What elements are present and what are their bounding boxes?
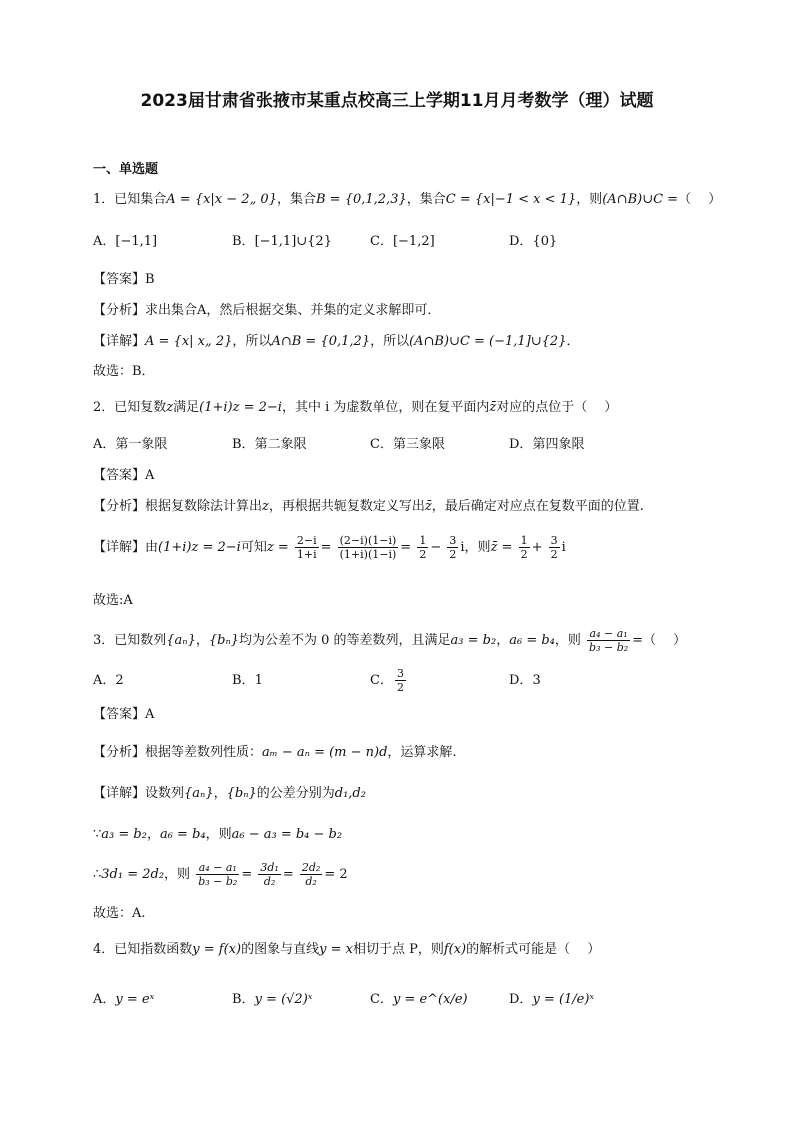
option-label: C． bbox=[370, 673, 393, 688]
q1-detail-a: A = {x| x„ 2} bbox=[145, 334, 233, 349]
option-label: D． bbox=[509, 437, 533, 452]
q1-detail-f: ． bbox=[566, 334, 580, 349]
option-text: {0} bbox=[532, 234, 558, 249]
q3-text-d: =（ ） bbox=[632, 633, 687, 648]
q3-detail-sep: ， bbox=[213, 786, 227, 801]
option-label: A． bbox=[93, 234, 116, 249]
imaginary-unit: i bbox=[561, 540, 566, 555]
q2-detail bbox=[93, 533, 566, 563]
q2-text-b: 满足 bbox=[173, 400, 200, 415]
fraction-numerator: 2−i bbox=[296, 534, 317, 547]
q4-text-d: 的解析式可能是（ ） bbox=[466, 942, 601, 957]
option-text: 第二象限 bbox=[254, 437, 307, 452]
q3-analysis-formula: aₘ − aₙ = (m − n)d bbox=[262, 745, 388, 760]
fraction-numerator: a₄ − a₁ bbox=[587, 627, 630, 641]
fraction-denominator: b₃ − b₂ bbox=[589, 641, 629, 654]
option-text: 1 bbox=[254, 673, 263, 688]
q2-zbar-eq: z̄ = bbox=[490, 540, 513, 555]
option-text: 3 bbox=[532, 673, 541, 688]
option-text: [−1,1]∪{2} bbox=[254, 234, 332, 249]
option-label: B． bbox=[232, 673, 255, 688]
q3-cond-1: a₃ = b₂ bbox=[450, 633, 497, 648]
q2-answer-value: A bbox=[145, 468, 155, 483]
q2-option-d bbox=[509, 435, 584, 455]
q2-text-a: 2．已知复数 bbox=[93, 400, 167, 415]
q1-option-c bbox=[370, 232, 435, 252]
q3-step-2-c1: a₃ = b₂ bbox=[101, 827, 147, 842]
option-label: D． bbox=[509, 992, 533, 1007]
q2-text-c: ，其中 i 为虚数单位，则在复平面内 bbox=[281, 400, 490, 415]
q3-sep: ， bbox=[195, 633, 209, 648]
therefore-sign: ∴ bbox=[93, 867, 102, 882]
detail-label: 【详解】 bbox=[93, 334, 146, 349]
option-text: 第四象限 bbox=[532, 437, 585, 452]
fraction-denominator: 2 bbox=[520, 548, 528, 561]
q2-fraction-6 bbox=[549, 534, 560, 561]
q3-analysis-a: 根据等差数列性质： bbox=[145, 745, 263, 760]
fraction-numerator: 3d₁ bbox=[260, 861, 279, 874]
because-sign: ∵ bbox=[93, 827, 102, 842]
page-title: 2023届甘肃省张掖市某重点校高三上学期11月月考数学（理）试题 bbox=[140, 91, 654, 111]
option-label: A． bbox=[93, 437, 116, 452]
q3-option-a bbox=[93, 671, 124, 691]
imaginary-unit: i bbox=[460, 540, 465, 555]
q2-analysis-a: 根据复数除法计算出 bbox=[145, 499, 263, 514]
q4-option-a bbox=[93, 990, 154, 1010]
q3-detail-a: 设数列 bbox=[145, 786, 185, 801]
q2-analysis-z: z bbox=[262, 499, 269, 514]
q3-detail bbox=[93, 784, 366, 804]
q2-detail-equation: (1+i)z = 2−i bbox=[158, 540, 241, 555]
question-2-stem bbox=[93, 398, 617, 418]
q3-step-3-end: = 2 bbox=[324, 867, 348, 882]
q1-set-a: A = {x|x − 2„ 0} bbox=[166, 192, 277, 207]
fraction-numerator: 2d₂ bbox=[301, 861, 321, 874]
equals-sign: = bbox=[400, 540, 412, 555]
q4-text-c: 相切于点 P，则 bbox=[352, 942, 444, 957]
minus-sign: − bbox=[430, 540, 442, 555]
fraction-denominator: d₂ bbox=[263, 875, 276, 888]
q2-fraction-1 bbox=[295, 534, 319, 561]
q2-conclusion: 故选:A bbox=[93, 593, 133, 608]
q3-detail-diffs: d₁,d₂ bbox=[334, 786, 366, 801]
option-label: B． bbox=[232, 437, 255, 452]
q1-blank: （ ） bbox=[678, 192, 722, 207]
q1-text-d: ，则 bbox=[576, 192, 603, 207]
q3-option-d bbox=[509, 671, 541, 691]
option-label: D． bbox=[509, 234, 533, 249]
equals-sign: = bbox=[241, 867, 253, 882]
q3-option-b bbox=[232, 671, 263, 691]
fraction-denominator: (1+i)(1−i) bbox=[339, 548, 397, 561]
q2-fraction-5 bbox=[519, 534, 530, 561]
q3-answer-value: A bbox=[145, 707, 155, 722]
fraction-numerator: (2−i)(1−i) bbox=[339, 534, 397, 547]
q3-fraction bbox=[587, 627, 630, 654]
q1-set-c: C = {x|−1 < x < 1} bbox=[445, 192, 577, 207]
q1-option-b bbox=[232, 232, 332, 252]
q2-option-a bbox=[93, 435, 167, 455]
option-text: 2 bbox=[115, 673, 124, 688]
q3-answer bbox=[93, 705, 154, 725]
fraction-denominator: d₂ bbox=[305, 875, 317, 888]
q1-conclusion: 故选：B． bbox=[93, 364, 155, 379]
fraction-denominator: 2 bbox=[419, 548, 427, 561]
option-fraction bbox=[395, 667, 406, 694]
q3-step-2-b: ，则 bbox=[205, 827, 232, 842]
q3-text-a: 3．已知数列 bbox=[93, 633, 167, 648]
q4-option-c bbox=[370, 990, 468, 1010]
option-label: C． bbox=[370, 234, 393, 249]
q1-answer-value: B bbox=[145, 272, 155, 287]
q3-detail-b: 的公差分别为 bbox=[256, 786, 335, 801]
q2-z: z bbox=[166, 400, 174, 415]
fraction-numerator: 3 bbox=[396, 667, 404, 680]
q3-step-2-sep: ， bbox=[146, 827, 160, 842]
q3-text-b: 均为公差不为 0 的等差数列，且满足 bbox=[239, 633, 451, 648]
q2-option-b bbox=[232, 435, 307, 455]
q2-analysis bbox=[93, 497, 644, 517]
q1-analysis-text: 求出集合A，然后根据交集、并集的定义求解即可． bbox=[145, 303, 441, 318]
option-text: 第一象限 bbox=[115, 437, 168, 452]
q4-text-b: 的图象与直线 bbox=[241, 942, 320, 957]
q2-fraction-2 bbox=[338, 534, 399, 561]
q2-equation: (1+i)z = 2−i bbox=[199, 400, 282, 415]
option-text: [−1,2] bbox=[392, 234, 435, 249]
q3-detail-seq-b: {bₙ} bbox=[226, 786, 257, 801]
fraction-denominator: 2 bbox=[550, 548, 558, 561]
detail-label: 【详解】 bbox=[93, 786, 146, 801]
q3-step-3-fraction-2 bbox=[258, 861, 280, 888]
q2-detail-c: ，则 bbox=[464, 540, 491, 555]
option-text: y = (1/e)ˣ bbox=[532, 992, 595, 1007]
q1-detail-e: (A∩B)∪C = (−1,1]∪{2} bbox=[409, 334, 567, 349]
option-text: y = e^(x/e) bbox=[392, 992, 468, 1007]
q3-cond-2: a₆ = b₄ bbox=[509, 633, 555, 648]
q2-detail-z: z = bbox=[266, 540, 289, 555]
option-text: 第三象限 bbox=[392, 437, 445, 452]
q2-zbar: z̄ bbox=[489, 400, 497, 415]
fraction-numerator: 3 bbox=[449, 534, 457, 547]
equals-sign: = bbox=[320, 540, 332, 555]
q3-step-3-fraction-1 bbox=[196, 861, 239, 888]
option-label: C． bbox=[370, 992, 393, 1007]
q3-detail-seq-a: {aₙ} bbox=[184, 786, 214, 801]
fraction-denominator: b₃ − b₂ bbox=[198, 875, 238, 888]
q3-step-3-eq: 3d₁ = 2d₂ bbox=[101, 867, 165, 882]
q3-step-2 bbox=[93, 825, 342, 845]
q1-option-d bbox=[509, 232, 557, 252]
q1-set-b: B = {0,1,2,3} bbox=[316, 192, 407, 207]
option-label: C． bbox=[370, 437, 393, 452]
equals-sign: = bbox=[282, 867, 294, 882]
q1-answer bbox=[93, 270, 155, 290]
q3-analysis bbox=[93, 743, 457, 763]
analysis-label: 【分析】 bbox=[93, 499, 146, 514]
answer-label: 【答案】 bbox=[93, 707, 146, 722]
q4-function-2: f(x) bbox=[443, 942, 467, 957]
q3-option-c bbox=[370, 662, 408, 700]
option-label: B． bbox=[232, 992, 255, 1007]
question-4-stem bbox=[93, 940, 600, 960]
option-text: y = eˣ bbox=[115, 992, 155, 1007]
option-text: y = (√2)ˣ bbox=[254, 992, 313, 1007]
fraction-numerator: 1 bbox=[419, 534, 427, 547]
q2-analysis-c: ，最后确定对应点在复数平面的位置. bbox=[431, 499, 644, 514]
q1-text-a: 1．已知集合 bbox=[93, 192, 167, 207]
fraction-denominator: 2 bbox=[396, 681, 404, 694]
option-label: B． bbox=[232, 234, 255, 249]
q1-detail-d: ，所以 bbox=[370, 334, 410, 349]
q2-fraction-4 bbox=[447, 534, 458, 561]
detail-label: 【详解】 bbox=[93, 540, 146, 555]
section-heading: 一、单选题 bbox=[93, 162, 159, 177]
answer-label: 【答案】 bbox=[93, 272, 146, 287]
analysis-label: 【分析】 bbox=[93, 745, 146, 760]
q3-step-2-c2: a₆ = b₄ bbox=[159, 827, 206, 842]
fraction-denominator: 1+i bbox=[296, 548, 317, 561]
option-label: A． bbox=[93, 673, 116, 688]
q2-text-d: 对应的点位于（ ） bbox=[496, 400, 618, 415]
answer-label: 【答案】 bbox=[93, 468, 146, 483]
q3-step-3-fraction-3 bbox=[300, 861, 322, 888]
q1-option-a bbox=[93, 232, 157, 252]
q1-analysis bbox=[93, 301, 440, 321]
q1-text-b: ，集合 bbox=[276, 192, 316, 207]
q2-answer bbox=[93, 466, 154, 486]
q4-option-d bbox=[509, 990, 594, 1010]
fraction-numerator: 1 bbox=[520, 534, 528, 547]
analysis-label: 【分析】 bbox=[93, 303, 146, 318]
plus-sign: + bbox=[531, 540, 543, 555]
q2-fraction-3 bbox=[417, 534, 428, 561]
q3-step-2-c3: a₆ − a₃ = b₄ − b₂ bbox=[231, 827, 343, 842]
q3-text-c: ，则 bbox=[554, 633, 581, 648]
option-text: [−1,1] bbox=[115, 234, 158, 249]
q3-conclusion: 故选：A. bbox=[93, 906, 146, 921]
q2-detail-b: 可知 bbox=[240, 540, 267, 555]
q4-line: y = x bbox=[319, 942, 353, 957]
q1-expression: (A∩B)∪C = bbox=[602, 192, 679, 207]
question-1-stem bbox=[93, 190, 721, 210]
q3-seq-b: {bₙ} bbox=[208, 633, 239, 648]
q3-seq-a: {aₙ} bbox=[166, 633, 196, 648]
q4-option-b bbox=[232, 990, 312, 1010]
q3-sep-2: ， bbox=[496, 633, 510, 648]
option-label: D． bbox=[509, 673, 533, 688]
q2-analysis-zbar: z̄ bbox=[424, 499, 432, 514]
q1-text-c: ，集合 bbox=[406, 192, 446, 207]
q2-analysis-b: ，再根据共轭复数定义写出 bbox=[268, 499, 425, 514]
q2-detail-a: 由 bbox=[145, 540, 159, 555]
q3-step-3 bbox=[93, 860, 348, 890]
option-label: A． bbox=[93, 992, 116, 1007]
question-3-stem bbox=[93, 627, 686, 655]
q2-option-c bbox=[370, 435, 445, 455]
fraction-numerator: 3 bbox=[550, 534, 558, 547]
q1-detail-b: ，所以 bbox=[232, 334, 272, 349]
q3-step-3-b: ，则 bbox=[164, 867, 191, 882]
q1-detail-c: A∩B = {0,1,2} bbox=[271, 334, 371, 349]
fraction-denominator: 2 bbox=[449, 548, 457, 561]
q4-function: y = f(x) bbox=[192, 942, 242, 957]
fraction-numerator: a₄ − a₁ bbox=[196, 861, 239, 875]
q4-text-a: 4．已知指数函数 bbox=[93, 942, 193, 957]
q3-analysis-b: ，运算求解. bbox=[387, 745, 457, 760]
q1-detail bbox=[93, 332, 579, 352]
